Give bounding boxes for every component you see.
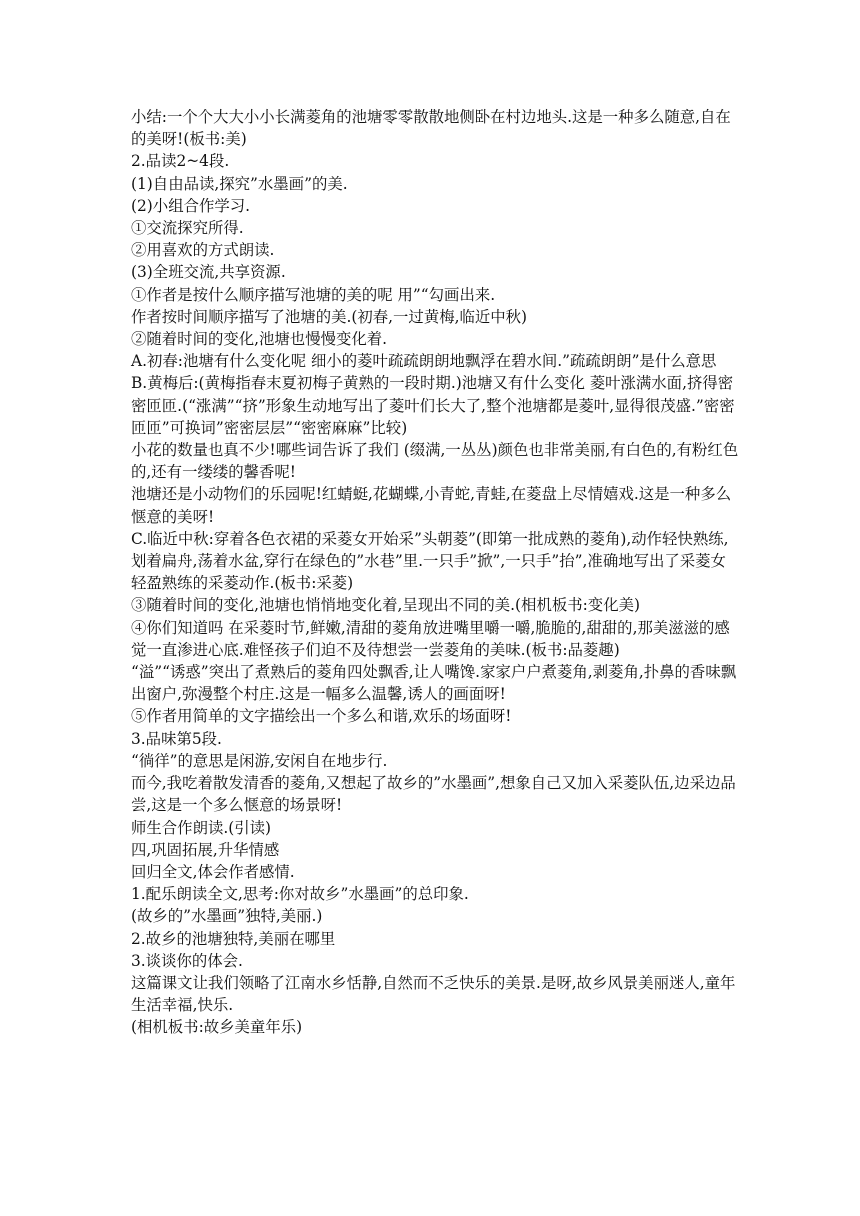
paragraph: ①作者是按什么顺序描写池塘的美的呢 用”“勾画出来. bbox=[131, 285, 496, 304]
paragraph: “徜徉”的意思是闲游,安闲自在地步行. bbox=[131, 751, 388, 770]
paragraph: 2.品读2~4段. bbox=[131, 152, 230, 171]
paragraph: (3)全班交流,共享资源. bbox=[131, 263, 286, 282]
paragraph: A.初春:池塘有什么变化呢 细小的菱叶疏疏朗朗地飘浮在碧水间.”疏疏朗朗”是什么意思 bbox=[131, 352, 717, 371]
paragraph: 池塘还是小动物们的乐园呢!红蜻蜓,花蝴蝶,小青蛇,青蛙,在菱盘上尽情嬉戏.这是一种多么惬意的美呀! bbox=[131, 485, 732, 526]
paragraph: (2)小组合作学习. bbox=[131, 196, 251, 215]
paragraph: (1)自由品读,探究”水墨画”的美. bbox=[131, 174, 348, 193]
paragraph: 3.品味第5段. bbox=[131, 729, 222, 748]
paragraph: 3.谈谈你的体会. bbox=[131, 951, 243, 970]
paragraph: 而今,我吃着散发清香的菱角,又想起了故乡的”水墨画”,想象自己又加入采菱队伍,边采边品尝,这是一个多么惬意的场景呀! bbox=[131, 774, 736, 815]
paragraph: B.黄梅后:(黄梅指春末夏初梅子黄熟的一段时期.)池塘又有什么变化 菱叶涨满水面,挤得密密匝匝.(“涨满”“挤”形象生动地写出了菱叶们长大了,整个池塘都是菱叶,显得很茂盛.”密密匝匝”可换词”密密层层”“密密麻麻”比较) bbox=[131, 374, 735, 437]
paragraph: (故乡的”水墨画”独特,美丽.) bbox=[131, 907, 323, 926]
document-body bbox=[131, 106, 741, 1039]
paragraph: 师生合作朗读.(引读) bbox=[131, 818, 272, 837]
paragraph: ⑤作者用简单的文字描绘出一个多么和谐,欢乐的场面呀! bbox=[131, 707, 512, 726]
paragraph: ②用喜欢的方式朗读. bbox=[131, 241, 275, 260]
paragraph: 小花的数量也真不少!哪些词告诉了我们 (缀满,一丛丛)颜色也非常美丽,有白色的,有粉红色的,还有一缕缕的馨香呢! bbox=[131, 441, 739, 482]
paragraph: 2.故乡的池塘独特,美丽在哪里 bbox=[131, 929, 336, 948]
paragraph: ③随着时间的变化,池塘也悄悄地变化着,呈现出不同的美.(相机板书:变化美) bbox=[131, 596, 640, 615]
paragraph: 回归全文,体会作者感情. bbox=[131, 862, 295, 881]
paragraph: C.临近中秋:穿着各色衣裙的采菱女开始采”头朝菱”(即第一批成熟的菱角),动作轻快熟练,划着扁舟,荡着水盆,穿行在绿色的”水巷”里.一只手”掀”,一只手”抬”,准确地写出了采菱女轻盈熟练的采菱动作.(板书:采菱) bbox=[131, 529, 729, 593]
paragraph: “溢”“诱惑”突出了煮熟后的菱角四处飘香,让人嘴馋.家家户户煮菱角,剥菱角,扑鼻的香味飘出窗户,弥漫整个村庄.这是一幅多么温馨,诱人的画面呀! bbox=[131, 663, 737, 704]
paragraph: ④你们知道吗 在采菱时节,鲜嫩,清甜的菱角放进嘴里嚼一嚼,脆脆的,甜甜的,那美滋滋的感觉一直渗进心底.难怪孩子们迫不及待想尝一尝菱角的美味.(板书:品菱趣) bbox=[131, 618, 730, 659]
paragraph-summary: 小结:一个个大大小小长满菱角的池塘零零散散地侧卧在村边地头.这是一种多么随意,自在的美呀!(板书:美) bbox=[131, 108, 731, 149]
paragraph: 这篇课文让我们领略了江南水乡恬静,自然而不乏快乐的美景.是呀,故乡风景美丽迷人,童年生活幸福,快乐. bbox=[131, 973, 736, 1015]
section-heading: 四,巩固拓展,升华情感 bbox=[131, 840, 280, 859]
paragraph: ②随着时间的变化,池塘也慢慢变化着. bbox=[131, 330, 388, 349]
paragraph: 1.配乐朗读全文,思考:你对故乡”水墨画”的总印象. bbox=[131, 885, 469, 904]
paragraph: ①交流探究所得. bbox=[131, 219, 244, 238]
paragraph: (相机板书:故乡美童年乐) bbox=[131, 1018, 303, 1037]
paragraph: 作者按时间顺序描写了池塘的美.(初春,一过黄梅,临近中秋) bbox=[131, 307, 528, 326]
